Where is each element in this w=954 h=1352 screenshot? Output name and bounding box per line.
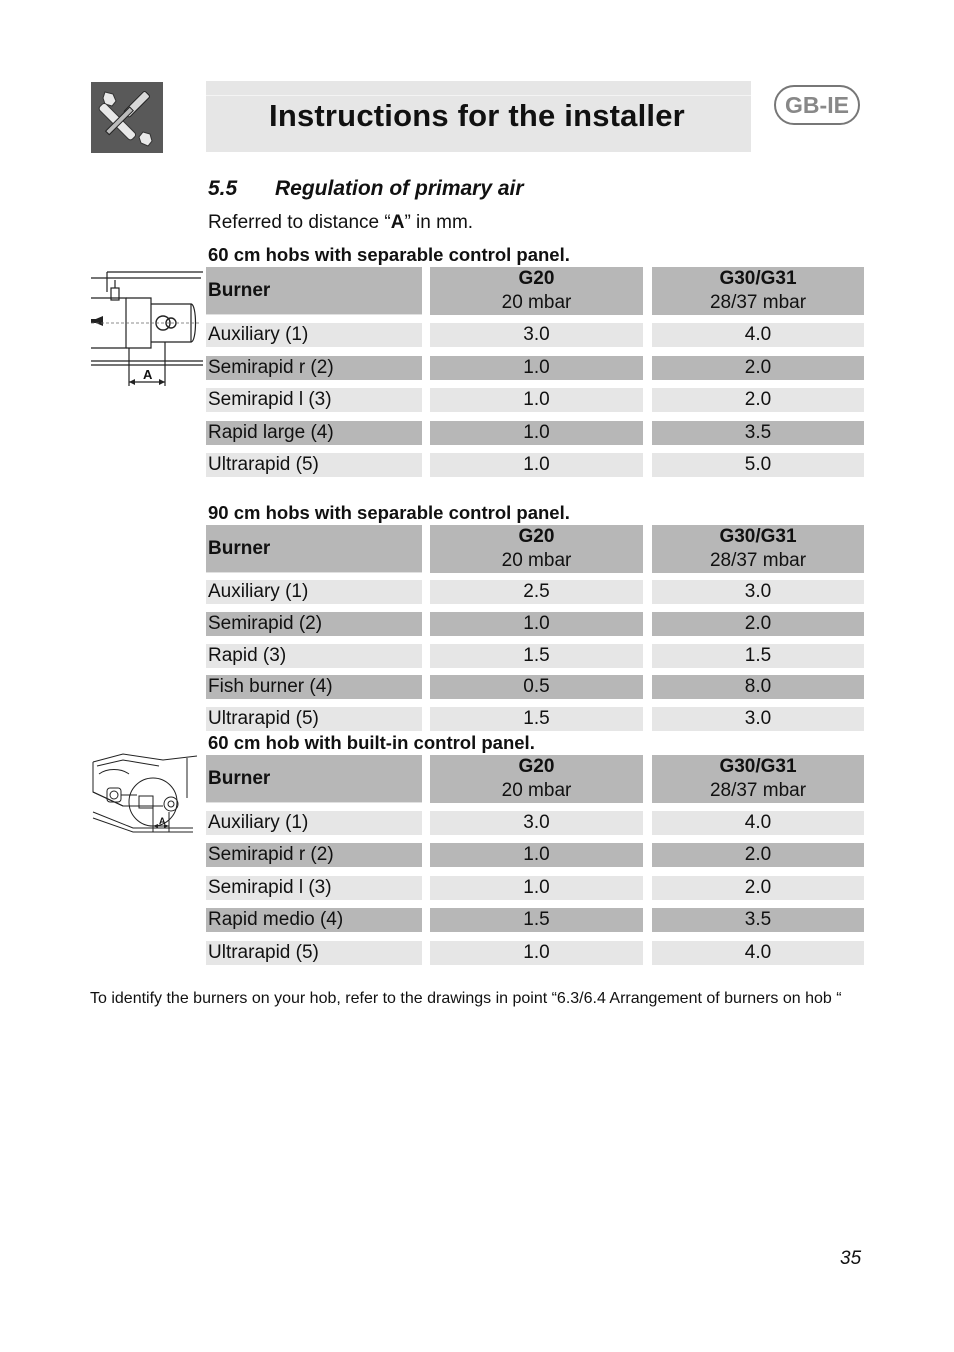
- g20-value-cell: 3.0: [430, 323, 643, 347]
- column-name: G20: [518, 756, 555, 777]
- g30-g31-value-cell: 4.0: [652, 811, 864, 835]
- burner-name-cell: Ultrarapid (5): [206, 453, 422, 477]
- g20-value-cell: 1.0: [430, 421, 643, 445]
- g30-g31-value-cell: 4.0: [652, 941, 864, 965]
- g30-g31-value-cell: 2.0: [652, 843, 864, 867]
- column-pressure: 20 mbar: [501, 550, 572, 571]
- burner-name-cell: Fish burner (4): [206, 675, 422, 699]
- column-header: [652, 525, 864, 573]
- g20-value-cell: 1.0: [430, 356, 643, 380]
- g20-value-cell: 1.0: [430, 453, 643, 477]
- logo: [91, 82, 163, 153]
- column-name: G20: [518, 526, 555, 547]
- column-name: Burner: [208, 279, 271, 301]
- g30-g31-value-cell: 5.0: [652, 453, 864, 477]
- g20-value-cell: 1.0: [430, 612, 643, 636]
- g20-value-cell: 0.5: [430, 675, 643, 699]
- column-header: [430, 525, 643, 573]
- table-heading: 90 cm hobs with separable control panel.: [208, 502, 570, 523]
- g30-g31-value-cell: 3.5: [652, 908, 864, 932]
- column-pressure: 28/37 mbar: [709, 292, 807, 313]
- column-pressure: 20 mbar: [501, 292, 572, 313]
- column-header: [652, 267, 864, 315]
- burner-name-cell: Auxiliary (1): [206, 811, 422, 835]
- g30-g31-value-cell: 2.0: [652, 612, 864, 636]
- table-heading: 60 cm hobs with separable control panel.: [208, 244, 570, 265]
- distance-a-emphasis: A: [390, 212, 405, 233]
- burner-name-cell: Auxiliary (1): [206, 323, 422, 347]
- g20-value-cell: 2.5: [430, 580, 643, 604]
- distance-label-a: A: [143, 367, 153, 382]
- air-regulation-diagram-top: [89, 266, 203, 390]
- page-number: 35: [840, 1248, 862, 1269]
- burner-name-cell: Rapid medio (4): [206, 908, 422, 932]
- g30-g31-value-cell: 2.0: [652, 388, 864, 412]
- region-badge: GB-IE: [774, 85, 860, 125]
- column-header: [206, 755, 422, 803]
- g30-g31-value-cell: 2.0: [652, 876, 864, 900]
- column-header: [206, 267, 422, 315]
- intro-text: Referred to distance “A” in mm.: [208, 212, 474, 233]
- g20-value-cell: 1.5: [430, 644, 643, 668]
- burner-name-cell: Semirapid l (3): [206, 388, 422, 412]
- column-name: G30/G31: [719, 526, 797, 547]
- g20-value-cell: 1.5: [430, 707, 643, 731]
- g20-value-cell: 1.0: [430, 941, 643, 965]
- section-title: Regulation of primary air: [275, 177, 524, 200]
- column-name: G20: [518, 268, 555, 289]
- burner-name-cell: Semirapid r (2): [206, 356, 422, 380]
- column-pressure: 20 mbar: [501, 780, 572, 801]
- column-header: [430, 755, 643, 803]
- column-name: Burner: [208, 537, 271, 559]
- page-title: Instructions for the installer: [269, 98, 685, 133]
- g20-value-cell: 1.0: [430, 388, 643, 412]
- g30-g31-value-cell: 2.0: [652, 356, 864, 380]
- burner-name-cell: Auxiliary (1): [206, 580, 422, 604]
- column-name: Burner: [208, 767, 271, 789]
- g30-g31-value-cell: 3.5: [652, 421, 864, 445]
- column-name: G30/G31: [719, 756, 797, 777]
- burner-name-cell: Ultrarapid (5): [206, 941, 422, 965]
- column-pressure: 28/37 mbar: [709, 550, 807, 571]
- column-header: [430, 267, 643, 315]
- g30-g31-value-cell: 1.5: [652, 644, 864, 668]
- air-regulation-diagram-bottom: [89, 752, 199, 836]
- g30-g31-value-cell: 3.0: [652, 580, 864, 604]
- column-pressure: 28/37 mbar: [709, 780, 807, 801]
- burner-name-cell: Ultrarapid (5): [206, 707, 422, 731]
- burner-name-cell: Semirapid r (2): [206, 843, 422, 867]
- g30-g31-value-cell: 4.0: [652, 323, 864, 347]
- section-number: 5.5: [208, 177, 238, 200]
- burner-name-cell: Rapid large (4): [206, 421, 422, 445]
- burner-name-cell: Semirapid (2): [206, 612, 422, 636]
- g30-g31-value-cell: 8.0: [652, 675, 864, 699]
- wrench-screwdriver-icon: [91, 82, 163, 153]
- table-heading: 60 cm hob with built-in control panel.: [208, 732, 535, 753]
- column-header: [652, 755, 864, 803]
- burner-name-cell: Rapid (3): [206, 644, 422, 668]
- footer-note: To identify the burners on your hob, refer to the drawings in point “6.3/6.4 Arrangement of burners on hob “: [90, 990, 842, 1007]
- g20-value-cell: 3.0: [430, 811, 643, 835]
- column-name: G30/G31: [719, 268, 797, 289]
- g20-value-cell: 1.0: [430, 843, 643, 867]
- g30-g31-value-cell: 3.0: [652, 707, 864, 731]
- column-header: [206, 525, 422, 573]
- g20-value-cell: 1.5: [430, 908, 643, 932]
- distance-label-a: A: [159, 816, 166, 826]
- g20-value-cell: 1.0: [430, 876, 643, 900]
- burner-name-cell: Semirapid l (3): [206, 876, 422, 900]
